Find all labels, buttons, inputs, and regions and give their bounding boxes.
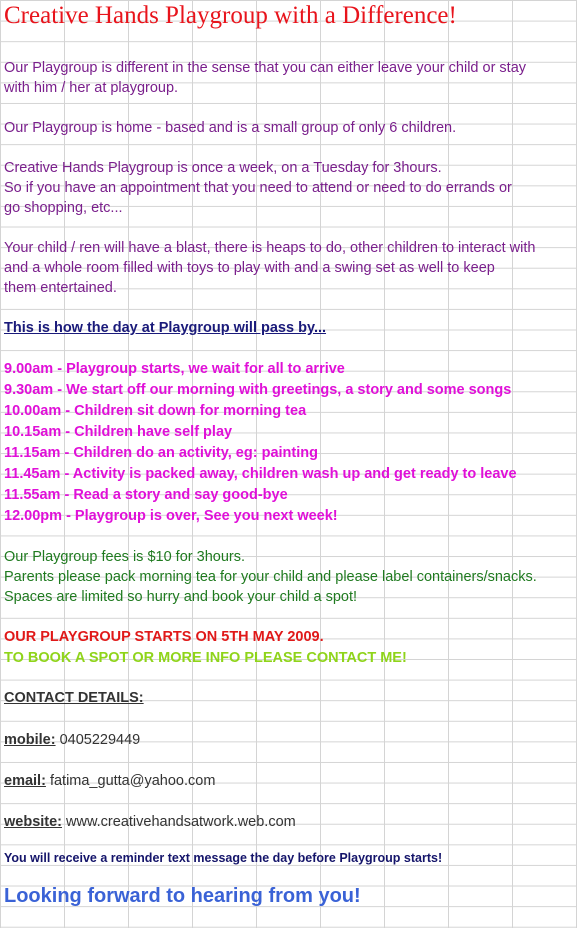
fees-line-3: Spaces are limited so hurry and book your child a spot!	[4, 589, 358, 605]
email-label: email:	[4, 773, 46, 789]
intro-paragraph-1-line-1: Our Playgroup is different in the sense that you can either leave your child or stay	[4, 60, 527, 76]
email-row	[4, 773, 215, 789]
schedule-item: 10.15am - Children have self play	[4, 424, 233, 440]
email-value[interactable]: fatima_gutta@yahoo.com	[45, 773, 216, 789]
reminder-note: You will receive a reminder text message the day before Playgroup starts!	[4, 851, 443, 865]
intro-paragraph-2: Our Playgroup is home - based and is a small group of only 6 children.	[4, 120, 457, 136]
intro-paragraph-4-line-1: Your child / ren will have a blast, there is heaps to do, other children to interact with	[4, 240, 536, 256]
schedule-item: 11.15am - Children do an activity, eg: painting	[4, 445, 318, 461]
intro-paragraph-3-line-1: Creative Hands Playgroup is once a week, on a Tuesday for 3hours.	[4, 160, 442, 176]
closing-message: Looking forward to hearing from you!	[4, 885, 361, 907]
mobile-label: mobile:	[4, 732, 56, 748]
fees-line-2: Parents please pack morning tea for your child and please label containers/snacks.	[4, 569, 537, 585]
fees-line-1: Our Playgroup fees is $10 for 3hours.	[4, 549, 245, 565]
schedule-item: 11.55am - Read a story and say good-bye	[4, 487, 288, 503]
intro-paragraph-3-line-3: go shopping, etc...	[4, 200, 123, 216]
book-notice: TO BOOK A SPOT OR MORE INFO PLEASE CONTACT ME!	[4, 650, 407, 666]
schedule-item: 9.00am - Playgroup starts, we wait for all to arrive	[4, 361, 345, 377]
website-label: website:	[4, 814, 63, 830]
website-value[interactable]: www.creativehandsatwork.web.com	[62, 814, 296, 830]
intro-paragraph-1-line-2: with him / her at playgroup.	[4, 80, 179, 96]
schedule-item: 9.30am - We start off our morning with greetings, a story and some songs	[4, 382, 512, 398]
mobile-row	[4, 732, 140, 748]
schedule-item: 11.45am - Activity is packed away, children wash up and get ready to leave	[4, 466, 517, 482]
mobile-value: 0405229449	[55, 732, 141, 748]
schedule-item: 10.00am - Children sit down for morning tea	[4, 403, 307, 419]
intro-paragraph-4-line-2: and a whole room filled with toys to play with and a swing set as well to keep	[4, 260, 495, 276]
intro-paragraph-3-line-2: So if you have an appointment that you need to attend or need to do errands or	[4, 180, 512, 196]
website-row	[4, 814, 296, 830]
page-title: Creative Hands Playgroup with a Difference!	[4, 2, 457, 29]
start-notice: OUR PLAYGROUP STARTS ON 5TH MAY 2009.	[4, 629, 324, 645]
intro-paragraph-4-line-3: them entertained.	[4, 280, 117, 296]
contact-heading: CONTACT DETAILS:	[4, 690, 144, 706]
schedule-heading: This is how the day at Playgroup will pass by...	[4, 320, 327, 336]
schedule-item: 12.00pm - Playgroup is over, See you next week!	[4, 508, 338, 524]
